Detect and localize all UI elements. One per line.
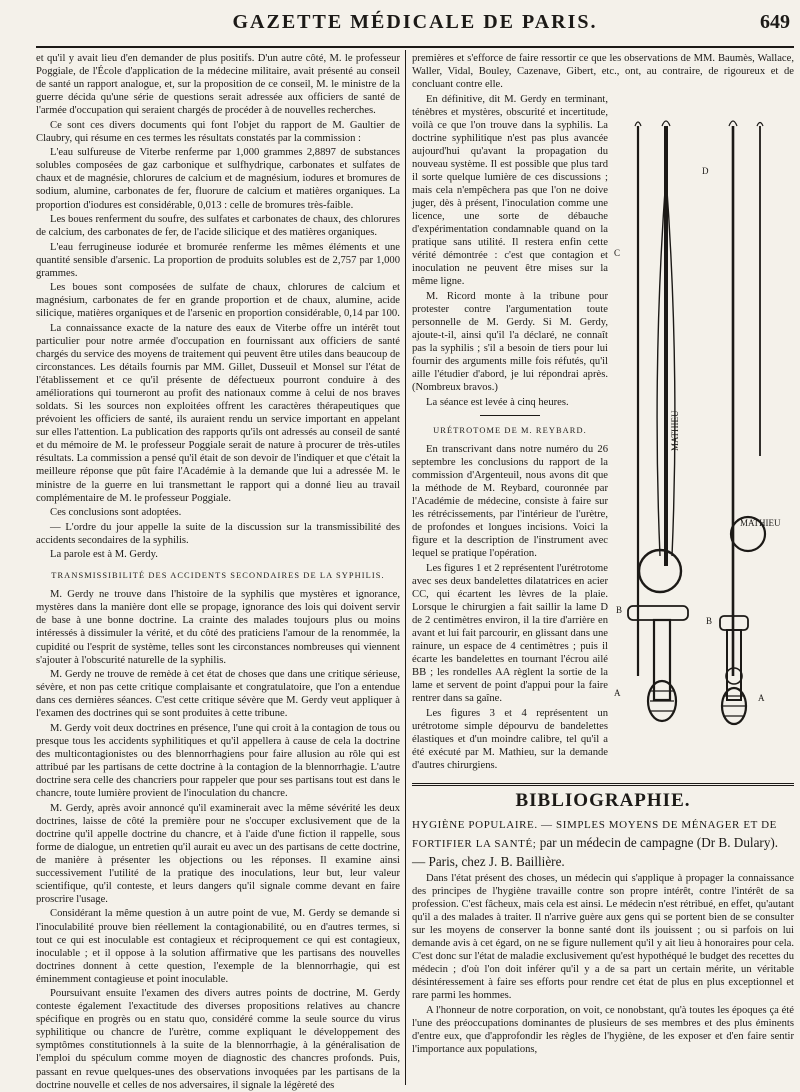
- bibliography-heading-caps: HYGIÈNE POPULAIRE. — SIMPLES MOYENS DE MÉNAGER ET DE FORTIFIER LA SANTÉ;: [412, 819, 777, 851]
- paragraph: Dans l'état présent des choses, un médecin qui s'applique à propager la connaissance des principes de l'hygiène travaille contre son propre intérêt, contre l'intérêt de sa profession. C'est fâcheux, mais cela est ainsi. Le médecin n'est rétribué, en effet, qu'autant qu'il a des malades à traiter. Il n'arrive guère aux gens qui se portent bien de se consulter sur les moyens de conserver la bonne santé dont ils jouissent ; ou si parfois on lui demande avis à cet égard, on ne se figure nullement qu'il y ait lieu à honoraires pour cela. C'est donc sur l'état de maladie exclusivement qu'est hypothéqué le budget des recettes du médecin ; d'où l'on doit inférer qu'il y a de sa part un certain mérite, un véritable désintéressement à faire ses efforts pour rendre cet état de plus en plus exceptionnel et rare parmi les hommes.: [412, 872, 794, 1001]
- paragraph: premières et s'efforce de faire ressortir ce que les observations de MM. Baumès, Wallace, Waller, Vidal, Bouley, Cazenave, Gibert, etc., ont, au contraire, de rigoureux et de concluant contre elle.: [412, 53, 794, 91]
- paragraph: En transcrivant dans notre numéro du 26 septembre les conclusions du rapport de la commission d'Argenteuil, nous avons dit que la méthode de M. Reybard, couronnée par l'Académie de médecine, consiste à faire sur les rétrécissements, par l'intérieur de l'urètre, de profondes et longues incisions. Voici la figure et la description de l'instrument avec lequel se pratique l'opération.: [412, 443, 608, 560]
- figure-label-mathieu: MATHIEU: [670, 410, 680, 451]
- paragraph: Poursuivant ensuite l'examen des divers autres points de doctrine, M. Gerdy conteste également l'exactitude des diverses propositions relatives au chancre spécifique en progrès ou en statu quo, considéré comme la seule source du virus syphilitique ou chancre de l'urètre, comme expliquant le développement des symptômes constitutionnels à la suite de la blennorrhagie, à la généralisation de l'emploi du spéculum comme moyen de diagnostic des chancres profonds. Puis, passant en revue quelques-unes des observations invoquées par les partisans de la doctrine nouvelle et celles de nos adversaires, il signale la légèreté des: [36, 988, 400, 1091]
- paragraph: La séance est levée à cinq heures.: [426, 396, 569, 408]
- left-column: [36, 52, 400, 1091]
- wrapped-text-block: [412, 93, 608, 772]
- paragraph: et qu'il y avait lieu d'en demander de plus positifs. D'un autre côté, M. le professeur Poggiale, de l'École d'application de la médecine militaire, avait présenté au conseil de santé un rapport analogue, et, sur la proposition de ce conseil, M. le ministre de la guerre décida qu'une série de questions serait adressée aux officiers de santé de l'armée d'occupation qui seraient chargés de procéder à de nouvelles recherches.: [36, 53, 400, 117]
- bibliography-heading-rest: par un médecin de campagne (Dr B. Dulary). — Paris, chez J. B. Baillière.: [412, 835, 779, 870]
- paragraph: Les figures 1 et 2 représentent l'urétrotome avec ses deux bandelettes dilatatrices en acier CC, qui écartent les lèvres de la plaie. Lorsque le chirurgien a fait saillir la lame D de 2 centimètres environ, il la tire d'arrière en avant et lui fait parcourir, en glissant dans une rainure, un espace de 4 centimètres ; puis il écarte les bandelettes en tournant l'écrou ailé BB ; les rondelles AA règlent la sortie de la lame et servent de point d'appui pour la faire rentrer dans sa gaîne.: [412, 562, 608, 705]
- bibliography-title: BIBLIOGRAPHIE.: [515, 789, 691, 811]
- urethrotome-figure: [608, 116, 788, 741]
- paragraph: La parole est à M. Gerdy.: [50, 549, 158, 561]
- figure-label-a: A: [614, 688, 621, 698]
- paragraph: — L'ordre du jour appelle la suite de la discussion sur la transmissibilité des accidents secondaires de la syphilis.: [36, 521, 400, 546]
- section-title: URÉTROTOME DE M. REYBARD.: [433, 425, 587, 435]
- page-number: 649: [760, 11, 790, 33]
- column-divider: [405, 50, 406, 1085]
- paragraph: M. Gerdy voit deux doctrines en présence, l'une qui croit à la contagion de tous ou presque tous les accidents syphilitiques et qu'il appellera à cause de cela la doctrine des multicontagionistes ou des blennorrhagiens pour faire allusion au rôle qui est attribué par les partisans de cette doctrine à la contagion de la blennorrhagie. L'autre doctrine sera celle des chancriers pour rappeler que pour ses partisans tout est dans le chancre, toute lumière provient de l'inoculation du chancre.: [36, 722, 400, 800]
- bibliography-rule: [412, 783, 794, 786]
- figure-label-b: B: [616, 605, 623, 615]
- figure-label-mathieu: MATHIEU: [740, 518, 781, 528]
- paragraph: M. Gerdy ne trouve de remède à cet état de choses que dans une critique sérieuse, sévère, et non pas cette critique complaisante et congratulatoire, que l'on a entendue dans ces dernières séances. C'est cette critique sévère que M. Gerdy veut appliquer à l'examen des doctrines qui se sont produites à cette tribune.: [36, 669, 400, 720]
- paragraph: Ces conclusions sont adoptées.: [50, 507, 182, 519]
- paragraph: L'eau ferrugineuse iodurée et bromurée renferme les mêmes éléments et une quantité sensible d'arsenic. La proportion de produits solubles est de 2,757 par 1,000 grammes.: [36, 241, 400, 279]
- paragraph: M. Gerdy, après avoir annoncé qu'il examinerait avec la même sévérité les deux doctrines, laisse de côté la première pour ne s'occuper exclusivement que de la doctrine qu'il appelle doctrine du chancre, et à l'aide d'une fiction il rappelle, sous forme de dialogue, un entretien qu'il aurait eu avec un des partisans de cette doctrine, de manière à présenter les objections ou les réponses. Il examine ainsi successivement l'utilité de la pratique des inoculations, leur but, leur valeur scientifique, qu'il conteste, et leurs dangers qu'il signale comme devant en faire proscrire l'usage.: [36, 802, 400, 905]
- paragraph: Les figures 3 et 4 représentent un urétrotome simple dépourvu de bandelettes élastiques et d'un moindre calibre, tel qu'il a été exécuté par M. Mathieu, sur la demande d'autres chirurgiens.: [412, 707, 608, 771]
- paragraph: Considérant la même question à un autre point de vue, M. Gerdy se demande si l'inoculabilité prouve bien réellement la contagionabilité, ou en d'autres termes, si tout ce qui est inoculable est contagieux et réciproquement ce qui est contagieux, inoculable ; et il oppose à la solution affirmative que les partisans des nouvelles doctrines donnent à cette question, l'exemple de la blennorrhagie, qui est éminemment contagieuse et point inoculable.: [36, 908, 400, 985]
- page-header: [36, 0, 794, 48]
- paragraph: Les boues sont composées de sulfate de chaux, chlorures de calcium et magnésium, carbonates de fer en grande proportion et de chaux, alumine, acide silicique, matières organiques et de l'arsenic en proportion considérable, 0,14 par 100.: [36, 282, 400, 320]
- figure-label-b: B: [706, 616, 713, 626]
- paragraph: M. Gerdy ne trouve dans l'histoire de la syphilis que mystères et ignorance, mystères dans la manière dont elle se propage, ignorance des lois qui doivent servir de base à une bonne doctrine. La crainte des malades toujours plus ou moins intéressés à dissimuler la vérité, et du côté des praticiens l'amour de la renommée, la cupidité ou l'esprit de système, telles sont les circonstances nombreuses qui viennent s'ajouter à l'obscurité naturelle de la syphilis.: [36, 589, 400, 666]
- paragraph: Ce sont ces divers documents qui font l'objet du rapport de M. Gaultier de Claubry, qui résume en ces termes les résultats constatés par la commission :: [36, 119, 400, 144]
- section-title: TRANSMISSIBILITÉ DES ACCIDENTS SECONDAIRES DE LA SYPHILIS.: [51, 571, 385, 581]
- masthead-title: GAZETTE MÉDICALE DE PARIS.: [232, 11, 598, 33]
- finger-ring: [639, 550, 681, 592]
- paragraph: A l'honneur de notre corporation, on voit, ce nonobstant, qu'à toutes les époques ça été l'une des préoccupations dominantes de plusieurs de ses membres et des plus éminents d'entre eux, que d'approfondir les règles de l'hygiène, de les exposer et d'en faire sentir l'importance aux populations,: [412, 1004, 794, 1055]
- figure-label-a: A: [758, 693, 765, 703]
- paragraph: L'eau sulfureuse de Viterbe renferme par 1,000 grammes 2,8897 de substances solubles composées de gaz carbonique et sulfhydrique, carbonates et sulfates de chaux et de magnésie, chlorures de calcium et de magnésium, iodures et bromures de sodium, alumine, carbonates de fer, fluorure de calcium et matières organiques. La proportion d'iodures est considérable, 0,013 : celle de bromures très-faible.: [36, 147, 400, 211]
- figure-label-d: D: [702, 166, 709, 176]
- separator-rule: [480, 415, 540, 416]
- paragraph: Les boues renferment du soufre, des sulfates et carbonates de chaux, des chlorures de calcium, des carbonates de fer, de l'acide silicique et des matières organiques.: [36, 214, 400, 239]
- bibliography-heading: [412, 815, 794, 870]
- paragraph: M. Ricord monte à la tribune pour protester contre l'argumentation toute personnelle de M. Gerdy. Si M. Gerdy, ajoute-t-il, ainsi qu'il l'a déclaré, ne connaît pas la syphilis ; s'il a besoin de tiers pour lui fournir des arguments mille fois réfutés, qu'il aille l'étudier d'abord, je lui répondrai après. (Nombreux bravos.): [412, 290, 608, 394]
- paragraph: En définitive, dit M. Gerdy en terminant, ténèbres et mystères, obscurité et incertitude, voilà ce que l'on trouve dans la syphilis. La doctrine syphilitique n'est pas plus avancée aujourd'hui qu'avant la propagation du nouveau système. Il est possible que plus tard il sorte quelque lumière de ces discussions ; mais cela n'empêchera pas que l'on ne doive juger, dès à présent, l'inoculation comme une licence, une sorte de débauche d'expérimentation condamnable quand on la pratique sans utilité. Il restera enfin cette vérité démontrée : c'est que contagion et inoculation ne peuvent être mises sur la même ligne.: [412, 93, 608, 288]
- figure-label-c: C: [614, 248, 621, 258]
- paragraph: La connaissance exacte de la nature des eaux de Viterbe offre un intérêt tout particulier pour notre armée d'occupation en fournissant aux officiers de santé chargés du service des moyens de traitement qui peuvent être utiles dans beaucoup de circonstances. Les détails fournis par MM. Gillet, Dusseuil et Monsel sur l'état de l'établissement et ce qu'il présente de défectueux pourront conduire à des améliorations qui tourneront au profit des nationaux comme à celui de nos braves soldats. Si les sources non exploitées offrent les caractères thérapeutiques que prévoient les officiers de santé, ils auraient rendu un service important en appelant sur elles l'attention. La publication des rapports qu'ils ont adressés au conseil de santé et du mémoire de M. le professeur Poggiale serait de nature à procurer de très-utiles résultats. La commission a pensé qu'il était de son devoir de l'indiquer et que c'était la meilleure réponse que pût faire l'Académie à la demande que lui a adressée M. le ministre de la guerre en lui transmettant le rapport qui a donné lieu au travail complémentaire de M. le professeur Poggiale.: [36, 322, 400, 504]
